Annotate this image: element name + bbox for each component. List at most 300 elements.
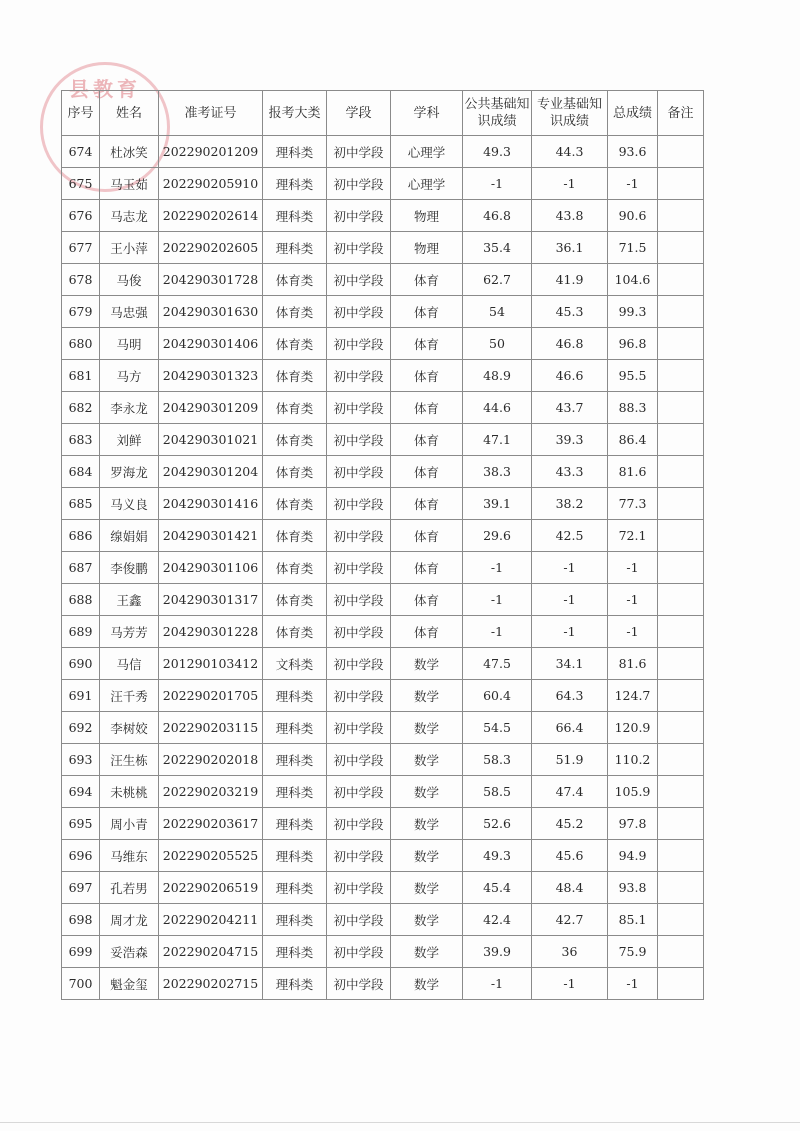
table-row [62, 968, 704, 1000]
table-row [62, 840, 704, 872]
category-cell: 体育类 [263, 584, 327, 616]
total-score-cell: -1 [608, 616, 658, 648]
table-row [62, 296, 704, 328]
remarks-cell [658, 552, 704, 584]
category-cell: 理科类 [263, 232, 327, 264]
table-row [62, 680, 704, 712]
public-score-cell: 47.1 [463, 424, 532, 456]
table-row [62, 584, 704, 616]
public-score-cell: 62.7 [463, 264, 532, 296]
professional-score-cell: 34.1 [532, 648, 608, 680]
subject-cell: 体育 [391, 616, 463, 648]
name-cell: 罗海龙 [100, 456, 159, 488]
seq-cell: 674 [62, 136, 100, 168]
total-score-cell: 94.9 [608, 840, 658, 872]
category-cell: 理科类 [263, 200, 327, 232]
table-row [62, 232, 704, 264]
professional-score-cell: -1 [532, 584, 608, 616]
level-cell: 初中学段 [327, 968, 391, 1000]
level-cell: 初中学段 [327, 488, 391, 520]
remarks-cell [658, 488, 704, 520]
name-cell: 汪千秀 [100, 680, 159, 712]
subject-cell: 体育 [391, 264, 463, 296]
header-exam-id: 准考证号 [159, 91, 263, 136]
total-score-cell: 99.3 [608, 296, 658, 328]
name-cell: 汪生栋 [100, 744, 159, 776]
public-score-cell: 47.5 [463, 648, 532, 680]
category-cell: 理科类 [263, 136, 327, 168]
public-score-cell: 54.5 [463, 712, 532, 744]
category-cell: 体育类 [263, 264, 327, 296]
category-cell: 理科类 [263, 776, 327, 808]
remarks-cell [658, 936, 704, 968]
level-cell: 初中学段 [327, 840, 391, 872]
total-score-cell: 96.8 [608, 328, 658, 360]
public-score-cell: 44.6 [463, 392, 532, 424]
subject-cell: 数学 [391, 808, 463, 840]
category-cell: 理科类 [263, 808, 327, 840]
header-total: 总成绩 [608, 91, 658, 136]
name-cell: 马志龙 [100, 200, 159, 232]
public-score-cell: 39.9 [463, 936, 532, 968]
remarks-cell [658, 712, 704, 744]
professional-score-cell: -1 [532, 552, 608, 584]
public-score-cell: 49.3 [463, 840, 532, 872]
subject-cell: 数学 [391, 744, 463, 776]
table-row [62, 872, 704, 904]
exam-id-cell: 202290202614 [159, 200, 263, 232]
table-row [62, 552, 704, 584]
table-row [62, 328, 704, 360]
subject-cell: 体育 [391, 424, 463, 456]
subject-cell: 心理学 [391, 168, 463, 200]
total-score-cell: 95.5 [608, 360, 658, 392]
level-cell: 初中学段 [327, 456, 391, 488]
remarks-cell [658, 808, 704, 840]
subject-cell: 体育 [391, 456, 463, 488]
professional-score-cell: -1 [532, 616, 608, 648]
category-cell: 体育类 [263, 392, 327, 424]
exam-id-cell: 202290201705 [159, 680, 263, 712]
level-cell: 初中学段 [327, 200, 391, 232]
page-edge-line [0, 1122, 800, 1123]
subject-cell: 体育 [391, 296, 463, 328]
exam-id-cell: 202290203617 [159, 808, 263, 840]
total-score-cell: 85.1 [608, 904, 658, 936]
subject-cell: 心理学 [391, 136, 463, 168]
category-cell: 体育类 [263, 360, 327, 392]
exam-id-cell: 202290201209 [159, 136, 263, 168]
remarks-cell [658, 456, 704, 488]
category-cell: 理科类 [263, 840, 327, 872]
seq-cell: 692 [62, 712, 100, 744]
category-cell: 体育类 [263, 296, 327, 328]
subject-cell: 数学 [391, 872, 463, 904]
table-row [62, 712, 704, 744]
public-score-cell: 35.4 [463, 232, 532, 264]
seq-cell: 696 [62, 840, 100, 872]
professional-score-cell: 48.4 [532, 872, 608, 904]
level-cell: 初中学段 [327, 584, 391, 616]
category-cell: 理科类 [263, 872, 327, 904]
level-cell: 初中学段 [327, 936, 391, 968]
professional-score-cell: 66.4 [532, 712, 608, 744]
level-cell: 初中学段 [327, 136, 391, 168]
total-score-cell: 93.6 [608, 136, 658, 168]
remarks-cell [658, 136, 704, 168]
table-row [62, 648, 704, 680]
seq-cell: 699 [62, 936, 100, 968]
public-score-cell: 52.6 [463, 808, 532, 840]
remarks-cell [658, 744, 704, 776]
level-cell: 初中学段 [327, 392, 391, 424]
public-score-cell: -1 [463, 552, 532, 584]
total-score-cell: 90.6 [608, 200, 658, 232]
name-cell: 杜冰笑 [100, 136, 159, 168]
professional-score-cell: 45.3 [532, 296, 608, 328]
subject-cell: 体育 [391, 552, 463, 584]
total-score-cell: 93.8 [608, 872, 658, 904]
subject-cell: 体育 [391, 328, 463, 360]
seq-cell: 683 [62, 424, 100, 456]
name-cell: 未桃桃 [100, 776, 159, 808]
name-cell: 李永龙 [100, 392, 159, 424]
table-body [62, 136, 704, 1000]
category-cell: 理科类 [263, 968, 327, 1000]
table-row [62, 488, 704, 520]
public-score-cell: 50 [463, 328, 532, 360]
exam-id-cell: 204290301209 [159, 392, 263, 424]
remarks-cell [658, 584, 704, 616]
seq-cell: 700 [62, 968, 100, 1000]
seq-cell: 688 [62, 584, 100, 616]
professional-score-cell: 51.9 [532, 744, 608, 776]
table-row [62, 936, 704, 968]
professional-score-cell: 47.4 [532, 776, 608, 808]
header-remarks: 备注 [658, 91, 704, 136]
table-row [62, 136, 704, 168]
total-score-cell: 120.9 [608, 712, 658, 744]
level-cell: 初中学段 [327, 360, 391, 392]
name-cell: 马玉茹 [100, 168, 159, 200]
exam-id-cell: 202290205910 [159, 168, 263, 200]
professional-score-cell: 38.2 [532, 488, 608, 520]
name-cell: 马忠强 [100, 296, 159, 328]
remarks-cell [658, 968, 704, 1000]
level-cell: 初中学段 [327, 232, 391, 264]
total-score-cell: -1 [608, 168, 658, 200]
professional-score-cell: 44.3 [532, 136, 608, 168]
subject-cell: 数学 [391, 904, 463, 936]
total-score-cell: 104.6 [608, 264, 658, 296]
seq-cell: 677 [62, 232, 100, 264]
name-cell: 马俊 [100, 264, 159, 296]
public-score-cell: 49.3 [463, 136, 532, 168]
exam-id-cell: 204290301728 [159, 264, 263, 296]
public-score-cell: 38.3 [463, 456, 532, 488]
exam-id-cell: 202290202605 [159, 232, 263, 264]
seal-text: 县教育 [69, 77, 141, 101]
level-cell: 初中学段 [327, 776, 391, 808]
remarks-cell [658, 232, 704, 264]
name-cell: 马义良 [100, 488, 159, 520]
name-cell: 马信 [100, 648, 159, 680]
professional-score-cell: 36.1 [532, 232, 608, 264]
public-score-cell: -1 [463, 616, 532, 648]
header-public-score: 公共基础知识成绩 [463, 91, 532, 136]
table-row [62, 904, 704, 936]
category-cell: 理科类 [263, 904, 327, 936]
exam-id-cell: 201290103412 [159, 648, 263, 680]
table-row [62, 776, 704, 808]
name-cell: 马明 [100, 328, 159, 360]
exam-id-cell: 204290301416 [159, 488, 263, 520]
exam-id-cell: 202290204211 [159, 904, 263, 936]
public-score-cell: -1 [463, 168, 532, 200]
remarks-cell [658, 424, 704, 456]
seq-cell: 687 [62, 552, 100, 584]
professional-score-cell: 43.8 [532, 200, 608, 232]
exam-id-cell: 202290202018 [159, 744, 263, 776]
seq-cell: 685 [62, 488, 100, 520]
category-cell: 体育类 [263, 456, 327, 488]
public-score-cell: 29.6 [463, 520, 532, 552]
header-name: 姓名 [100, 91, 159, 136]
total-score-cell: 72.1 [608, 520, 658, 552]
table-row [62, 168, 704, 200]
exam-id-cell: 204290301106 [159, 552, 263, 584]
professional-score-cell: 64.3 [532, 680, 608, 712]
seq-cell: 679 [62, 296, 100, 328]
professional-score-cell: 43.7 [532, 392, 608, 424]
category-cell: 理科类 [263, 744, 327, 776]
header-row [62, 91, 704, 136]
header-seq: 序号 [62, 91, 100, 136]
public-score-cell: 42.4 [463, 904, 532, 936]
level-cell: 初中学段 [327, 904, 391, 936]
exam-id-cell: 204290301021 [159, 424, 263, 456]
remarks-cell [658, 680, 704, 712]
subject-cell: 数学 [391, 968, 463, 1000]
public-score-cell: 48.9 [463, 360, 532, 392]
seq-cell: 678 [62, 264, 100, 296]
level-cell: 初中学段 [327, 808, 391, 840]
name-cell: 缐娟娟 [100, 520, 159, 552]
table-row [62, 200, 704, 232]
exam-id-cell: 202290202715 [159, 968, 263, 1000]
professional-score-cell: 39.3 [532, 424, 608, 456]
exam-id-cell: 204290301421 [159, 520, 263, 552]
category-cell: 体育类 [263, 520, 327, 552]
level-cell: 初中学段 [327, 168, 391, 200]
exam-id-cell: 202290203219 [159, 776, 263, 808]
exam-id-cell: 204290301630 [159, 296, 263, 328]
professional-score-cell: 42.5 [532, 520, 608, 552]
subject-cell: 体育 [391, 392, 463, 424]
total-score-cell: 110.2 [608, 744, 658, 776]
subject-cell: 数学 [391, 936, 463, 968]
category-cell: 理科类 [263, 168, 327, 200]
header-category: 报考大类 [263, 91, 327, 136]
exam-id-cell: 204290301317 [159, 584, 263, 616]
subject-cell: 数学 [391, 776, 463, 808]
level-cell: 初中学段 [327, 680, 391, 712]
exam-id-cell: 204290301204 [159, 456, 263, 488]
public-score-cell: 54 [463, 296, 532, 328]
table-row [62, 456, 704, 488]
total-score-cell: 81.6 [608, 456, 658, 488]
category-cell: 体育类 [263, 424, 327, 456]
total-score-cell: 75.9 [608, 936, 658, 968]
seq-cell: 684 [62, 456, 100, 488]
professional-score-cell: 46.6 [532, 360, 608, 392]
name-cell: 孔若男 [100, 872, 159, 904]
exam-id-cell: 204290301323 [159, 360, 263, 392]
professional-score-cell: -1 [532, 168, 608, 200]
remarks-cell [658, 776, 704, 808]
subject-cell: 体育 [391, 584, 463, 616]
header-subject: 学科 [391, 91, 463, 136]
total-score-cell: 88.3 [608, 392, 658, 424]
category-cell: 体育类 [263, 488, 327, 520]
total-score-cell: -1 [608, 584, 658, 616]
level-cell: 初中学段 [327, 616, 391, 648]
total-score-cell: 97.8 [608, 808, 658, 840]
professional-score-cell: 43.3 [532, 456, 608, 488]
exam-id-cell: 204290301228 [159, 616, 263, 648]
table-row [62, 392, 704, 424]
total-score-cell: -1 [608, 968, 658, 1000]
remarks-cell [658, 616, 704, 648]
name-cell: 马芳芳 [100, 616, 159, 648]
name-cell: 妥浩森 [100, 936, 159, 968]
public-score-cell: 46.8 [463, 200, 532, 232]
level-cell: 初中学段 [327, 424, 391, 456]
public-score-cell: -1 [463, 968, 532, 1000]
professional-score-cell: 42.7 [532, 904, 608, 936]
remarks-cell [658, 904, 704, 936]
exam-id-cell: 204290301406 [159, 328, 263, 360]
subject-cell: 数学 [391, 840, 463, 872]
total-score-cell: 124.7 [608, 680, 658, 712]
remarks-cell [658, 392, 704, 424]
level-cell: 初中学段 [327, 552, 391, 584]
table-row [62, 808, 704, 840]
seq-cell: 681 [62, 360, 100, 392]
remarks-cell [658, 520, 704, 552]
professional-score-cell: 41.9 [532, 264, 608, 296]
subject-cell: 体育 [391, 520, 463, 552]
professional-score-cell: 45.6 [532, 840, 608, 872]
seq-cell: 697 [62, 872, 100, 904]
public-score-cell: 45.4 [463, 872, 532, 904]
table-row [62, 424, 704, 456]
subject-cell: 数学 [391, 648, 463, 680]
name-cell: 王小萍 [100, 232, 159, 264]
public-score-cell: -1 [463, 584, 532, 616]
total-score-cell: -1 [608, 552, 658, 584]
subject-cell: 物理 [391, 232, 463, 264]
name-cell: 马方 [100, 360, 159, 392]
subject-cell: 物理 [391, 200, 463, 232]
total-score-cell: 71.5 [608, 232, 658, 264]
name-cell: 刘鲜 [100, 424, 159, 456]
exam-id-cell: 202290206519 [159, 872, 263, 904]
remarks-cell [658, 840, 704, 872]
remarks-cell [658, 296, 704, 328]
level-cell: 初中学段 [327, 648, 391, 680]
seq-cell: 691 [62, 680, 100, 712]
seq-cell: 682 [62, 392, 100, 424]
subject-cell: 体育 [391, 488, 463, 520]
remarks-cell [658, 360, 704, 392]
level-cell: 初中学段 [327, 264, 391, 296]
professional-score-cell: -1 [532, 968, 608, 1000]
seq-cell: 680 [62, 328, 100, 360]
level-cell: 初中学段 [327, 328, 391, 360]
professional-score-cell: 36 [532, 936, 608, 968]
name-cell: 马维东 [100, 840, 159, 872]
remarks-cell [658, 648, 704, 680]
header-level: 学段 [327, 91, 391, 136]
name-cell: 李树姣 [100, 712, 159, 744]
remarks-cell [658, 872, 704, 904]
professional-score-cell: 45.2 [532, 808, 608, 840]
seq-cell: 686 [62, 520, 100, 552]
table-row [62, 616, 704, 648]
level-cell: 初中学段 [327, 520, 391, 552]
public-score-cell: 39.1 [463, 488, 532, 520]
name-cell: 李俊鹏 [100, 552, 159, 584]
name-cell: 魁金玺 [100, 968, 159, 1000]
category-cell: 体育类 [263, 552, 327, 584]
seq-cell: 676 [62, 200, 100, 232]
seq-cell: 689 [62, 616, 100, 648]
level-cell: 初中学段 [327, 296, 391, 328]
seq-cell: 690 [62, 648, 100, 680]
remarks-cell [658, 328, 704, 360]
seq-cell: 693 [62, 744, 100, 776]
seq-cell: 694 [62, 776, 100, 808]
seq-cell: 675 [62, 168, 100, 200]
category-cell: 体育类 [263, 616, 327, 648]
table-row [62, 744, 704, 776]
score-table [61, 90, 704, 1000]
category-cell: 理科类 [263, 680, 327, 712]
total-score-cell: 81.6 [608, 648, 658, 680]
remarks-cell [658, 168, 704, 200]
total-score-cell: 105.9 [608, 776, 658, 808]
public-score-cell: 58.5 [463, 776, 532, 808]
seq-cell: 698 [62, 904, 100, 936]
level-cell: 初中学段 [327, 744, 391, 776]
table-row [62, 520, 704, 552]
professional-score-cell: 46.8 [532, 328, 608, 360]
public-score-cell: 60.4 [463, 680, 532, 712]
header-professional-score: 专业基础知识成绩 [532, 91, 608, 136]
category-cell: 体育类 [263, 328, 327, 360]
name-cell: 王鑫 [100, 584, 159, 616]
name-cell: 周才龙 [100, 904, 159, 936]
exam-id-cell: 202290204715 [159, 936, 263, 968]
name-cell: 周小青 [100, 808, 159, 840]
category-cell: 理科类 [263, 936, 327, 968]
subject-cell: 数学 [391, 712, 463, 744]
category-cell: 理科类 [263, 712, 327, 744]
remarks-cell [658, 264, 704, 296]
category-cell: 文科类 [263, 648, 327, 680]
seq-cell: 695 [62, 808, 100, 840]
